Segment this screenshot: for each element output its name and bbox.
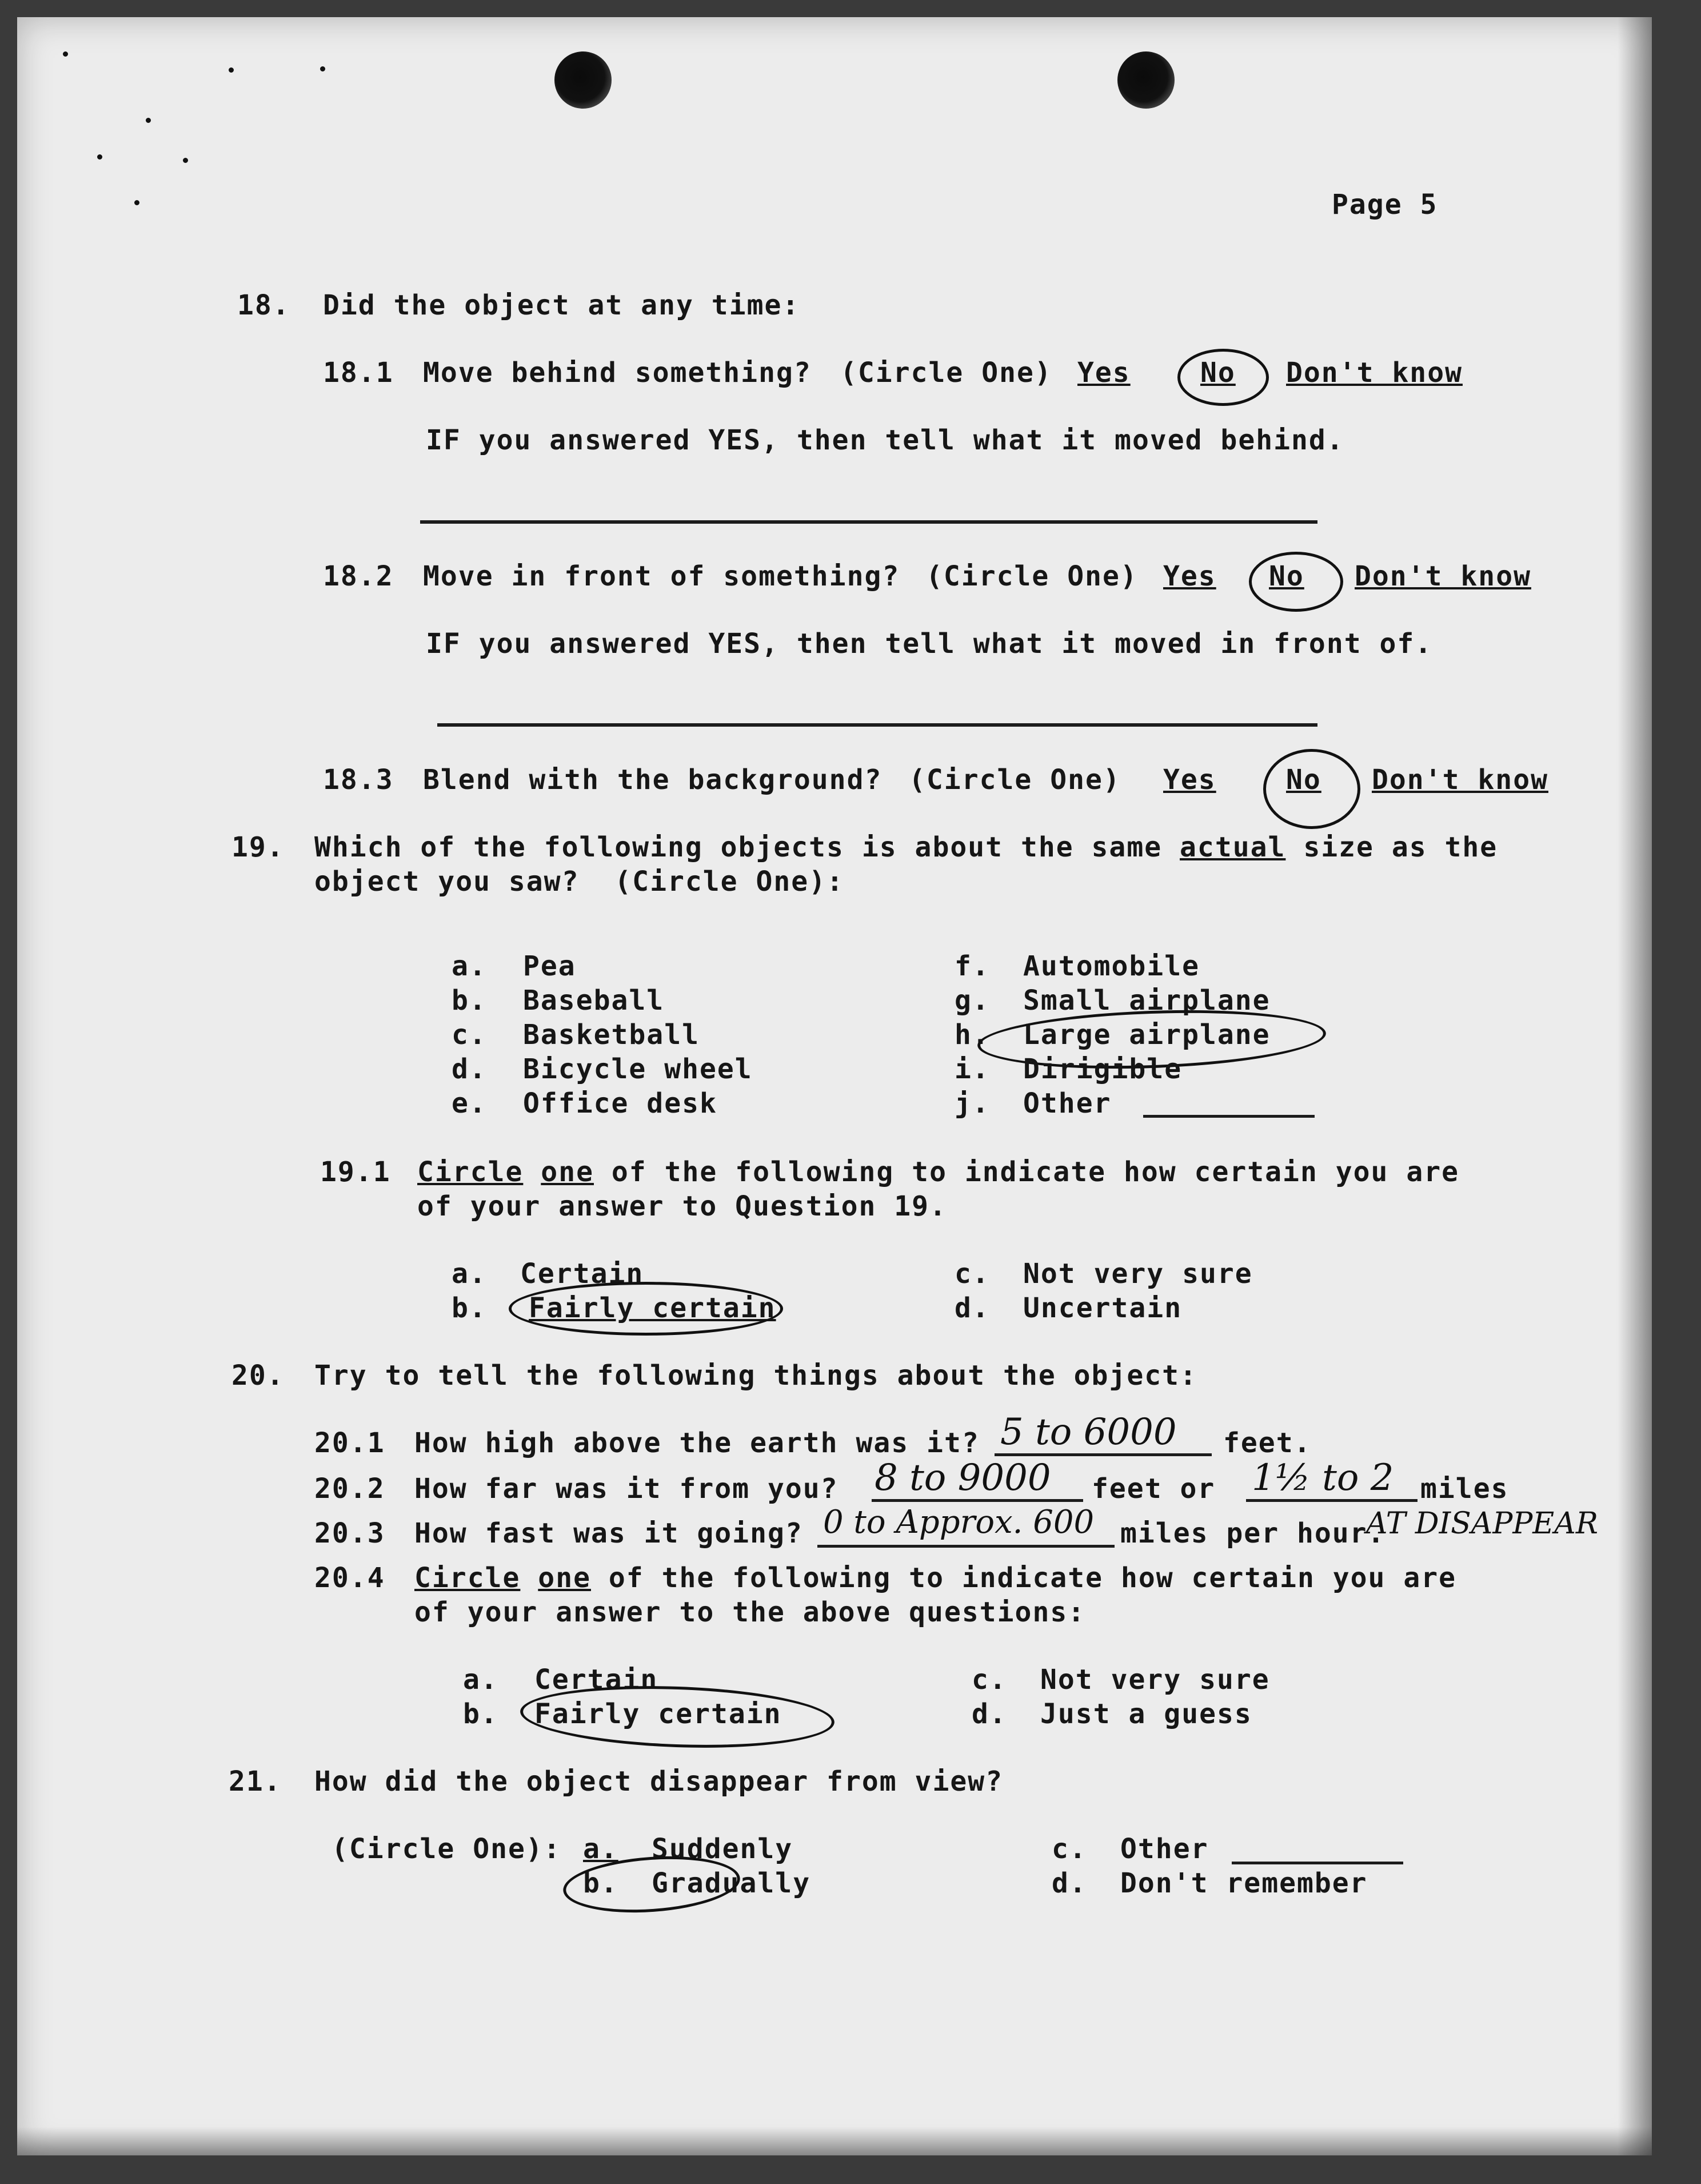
- q20-2-suffix: miles: [1420, 1473, 1509, 1505]
- q19-option-letter-b: b.: [452, 985, 487, 1017]
- q20-4-line1-rest: of the following to indicate how certain you are: [591, 1562, 1457, 1594]
- q18-2-answer-line[interactable]: [437, 723, 1317, 727]
- q19-option-letter-a: a.: [452, 950, 487, 982]
- page-edge-shadow-bottom: [17, 2127, 1652, 2155]
- q20-2-miles-answer-line[interactable]: [1246, 1499, 1418, 1502]
- q20-2-text: How far was it from you?: [414, 1473, 838, 1505]
- speck: [97, 154, 102, 160]
- q20-2-handwritten-miles: 1½ to 2: [1252, 1457, 1394, 1499]
- q21-option-dont-remember[interactable]: Don't remember: [1120, 1867, 1368, 1899]
- q20-1-suffix: feet.: [1223, 1427, 1312, 1459]
- q19-option-small-airplane[interactable]: Small airplane: [1023, 985, 1271, 1017]
- q20-4-option-fairly-certain[interactable]: Fairly certain: [534, 1698, 782, 1730]
- q21-circle-one: (Circle One):: [332, 1833, 561, 1865]
- q20-4-option-letter-b: b.: [463, 1698, 498, 1730]
- q19-1-line2: of your answer to Question 19.: [417, 1190, 947, 1222]
- q18-1-option-yes[interactable]: Yes: [1077, 357, 1131, 389]
- q19-number: 19.: [231, 831, 285, 863]
- q20-1-handwritten-answer: 5 to 6000: [1000, 1411, 1177, 1453]
- q20-4-one-word: one: [538, 1562, 591, 1594]
- q19-option-letter-i: i.: [955, 1053, 990, 1085]
- q18-2-option-no[interactable]: No: [1269, 560, 1304, 592]
- q18-2-answer-circle: [1249, 552, 1343, 612]
- q18-2-circle-one: (Circle One): [926, 560, 1138, 592]
- q18-1-circle-one: (Circle One): [840, 357, 1052, 389]
- q18-1-number: 18.1: [323, 357, 394, 389]
- q21-other-answer-line[interactable]: [1232, 1862, 1403, 1864]
- q20-1-text: How high above the earth was it?: [414, 1427, 980, 1459]
- q20-3-handwritten-note: AT DISAPPEAR: [1366, 1507, 1598, 1541]
- speck: [134, 200, 139, 205]
- q19-option-large-airplane[interactable]: Large airplane: [1023, 1019, 1271, 1051]
- q19-option-automobile[interactable]: Automobile: [1023, 950, 1200, 982]
- q19-text-emph: actual: [1180, 831, 1286, 863]
- q20-1-number: 20.1: [314, 1427, 385, 1459]
- q18-1-answer-line[interactable]: [420, 520, 1317, 524]
- q21-option-other[interactable]: Other: [1120, 1833, 1209, 1865]
- q19-option-letter-j: j.: [955, 1087, 990, 1119]
- q19-option-office-desk[interactable]: Office desk: [523, 1087, 717, 1119]
- q18-1-text: Move behind something?: [423, 357, 812, 389]
- q19-1-option-letter-d: d.: [955, 1292, 990, 1324]
- q18-2-text: Move in front of something?: [423, 560, 900, 592]
- q21-option-letter-a: a.: [583, 1833, 618, 1865]
- q18-1-option-no[interactable]: No: [1200, 357, 1236, 389]
- q18-3-circle-one: (Circle One): [909, 764, 1121, 796]
- q19-1-answer-circle: [509, 1282, 783, 1336]
- q20-3-answer-line[interactable]: [817, 1545, 1115, 1548]
- q19-option-letter-g: g.: [955, 985, 990, 1017]
- q20-3-number: 20.3: [314, 1517, 385, 1549]
- speck: [320, 66, 325, 71]
- q19-option-other[interactable]: Other: [1023, 1087, 1112, 1119]
- q19-1-line1-rest: of the following to indicate how certain you are: [594, 1156, 1460, 1188]
- q18-3-answer-circle: [1263, 749, 1360, 829]
- q21-option-letter-b: b.: [583, 1867, 618, 1899]
- q20-4-option-letter-a: a.: [463, 1664, 498, 1696]
- q19-text-post: size as the: [1285, 831, 1498, 863]
- q19-option-letter-f: f.: [955, 950, 990, 982]
- q19-option-baseball[interactable]: Baseball: [523, 985, 665, 1017]
- q19-option-letter-d: d.: [452, 1053, 487, 1085]
- q19-1-option-fairly-certain[interactable]: Fairly certain: [529, 1292, 776, 1324]
- q20-number: 20.: [231, 1360, 285, 1392]
- speck: [229, 67, 234, 73]
- q19-option-letter-c: c.: [452, 1019, 487, 1051]
- speck: [63, 51, 68, 57]
- q19-1-option-letter-b: b.: [452, 1292, 487, 1324]
- speck: [183, 158, 188, 163]
- q19-option-basketball[interactable]: Basketball: [523, 1019, 700, 1051]
- q19-1-circle-word: Circle: [417, 1156, 524, 1188]
- q18-2-option-yes[interactable]: Yes: [1163, 560, 1216, 592]
- q20-3-handwritten-answer: 0 to Approx. 600: [823, 1504, 1095, 1541]
- q18-1-option-dont-know[interactable]: Don't know: [1286, 357, 1463, 389]
- q19-1-option-not-very-sure[interactable]: Not very sure: [1023, 1258, 1253, 1290]
- q21-option-letter-d: d.: [1052, 1867, 1087, 1899]
- q20-2-mid: feet or: [1092, 1473, 1216, 1505]
- q18-3-option-dont-know[interactable]: Don't know: [1372, 764, 1548, 796]
- q19-option-dirigible[interactable]: Dirigible: [1023, 1053, 1183, 1085]
- q21-text: How did the object disappear from view?: [314, 1765, 1004, 1798]
- q18-number: 18.: [237, 289, 290, 321]
- q18-1-answer-circle: [1177, 349, 1269, 406]
- q18-3-text: Blend with the background?: [423, 764, 883, 796]
- q20-4-line1: [414, 1562, 1456, 1594]
- questionnaire-page: [17, 17, 1652, 2155]
- speck: [146, 118, 151, 123]
- q19-option-pea[interactable]: Pea: [523, 950, 576, 982]
- q18-text: Did the object at any time:: [323, 289, 800, 321]
- q21-option-letter-c: c.: [1052, 1833, 1087, 1865]
- q20-2-feet-answer-line[interactable]: [872, 1499, 1083, 1502]
- q21-option-gradually[interactable]: Gradually: [652, 1867, 811, 1899]
- q19-1-option-certain[interactable]: Certain: [520, 1258, 644, 1290]
- q19-1-option-uncertain[interactable]: Uncertain: [1023, 1292, 1183, 1324]
- page-edge-shadow-right: [1618, 17, 1652, 2155]
- q20-4-number: 20.4: [314, 1562, 385, 1594]
- q19-text-pre: Which of the following objects is about the same: [314, 831, 1180, 863]
- q19-1-option-letter-a: a.: [452, 1258, 487, 1290]
- q18-3-number: 18.3: [323, 764, 394, 796]
- q20-4-option-just-a-guess[interactable]: Just a guess: [1040, 1698, 1252, 1730]
- q20-4-line2: of your answer to the above questions:: [414, 1596, 1086, 1628]
- punch-hole-right: [1117, 51, 1175, 109]
- q20-4-option-not-very-sure[interactable]: Not very sure: [1040, 1664, 1270, 1696]
- q20-3-suffix: miles per hour.: [1120, 1517, 1385, 1549]
- q18-3-option-no[interactable]: No: [1286, 764, 1321, 796]
- q20-4-option-letter-c: c.: [972, 1664, 1007, 1696]
- q19-other-answer-line[interactable]: [1143, 1115, 1315, 1118]
- q20-text: Try to tell the following things about the object:: [314, 1360, 1197, 1392]
- q19-1-line1: [417, 1156, 1459, 1188]
- q18-1-followup: IF you answered YES, then tell what it moved behind.: [426, 424, 1344, 456]
- q20-4-circle-word: Circle: [414, 1562, 521, 1594]
- q21-option-suddenly[interactable]: Suddenly: [652, 1833, 793, 1865]
- q20-4-option-certain[interactable]: Certain: [534, 1664, 658, 1696]
- q19-text-line2: object you saw? (Circle One):: [314, 866, 844, 898]
- q19-option-letter-e: e.: [452, 1087, 487, 1119]
- q20-3-text: How fast was it going?: [414, 1517, 803, 1549]
- page-number: Page 5: [1332, 189, 1438, 221]
- q19-option-letter-h: h.: [955, 1019, 990, 1051]
- q20-1-answer-line[interactable]: [995, 1453, 1212, 1456]
- q18-3-option-yes[interactable]: Yes: [1163, 764, 1216, 796]
- q19-1-option-letter-c: c.: [955, 1258, 990, 1290]
- q18-2-number: 18.2: [323, 560, 394, 592]
- q19-text-line1: [314, 831, 1498, 863]
- q20-4-answer-circle: [519, 1681, 835, 1752]
- q18-2-followup: IF you answered YES, then tell what it moved in front of.: [426, 628, 1433, 660]
- q19-option-bicycle-wheel[interactable]: Bicycle wheel: [523, 1053, 753, 1085]
- q19-1-one-word: one: [541, 1156, 594, 1188]
- q19-1-number: 19.1: [320, 1156, 391, 1188]
- punch-hole-left: [554, 51, 612, 109]
- q20-2-number: 20.2: [314, 1473, 385, 1505]
- q20-2-handwritten-feet: 8 to 9000: [875, 1457, 1051, 1499]
- q18-2-option-dont-know[interactable]: Don't know: [1355, 560, 1531, 592]
- q21-number: 21.: [229, 1765, 282, 1798]
- q20-4-option-letter-d: d.: [972, 1698, 1007, 1730]
